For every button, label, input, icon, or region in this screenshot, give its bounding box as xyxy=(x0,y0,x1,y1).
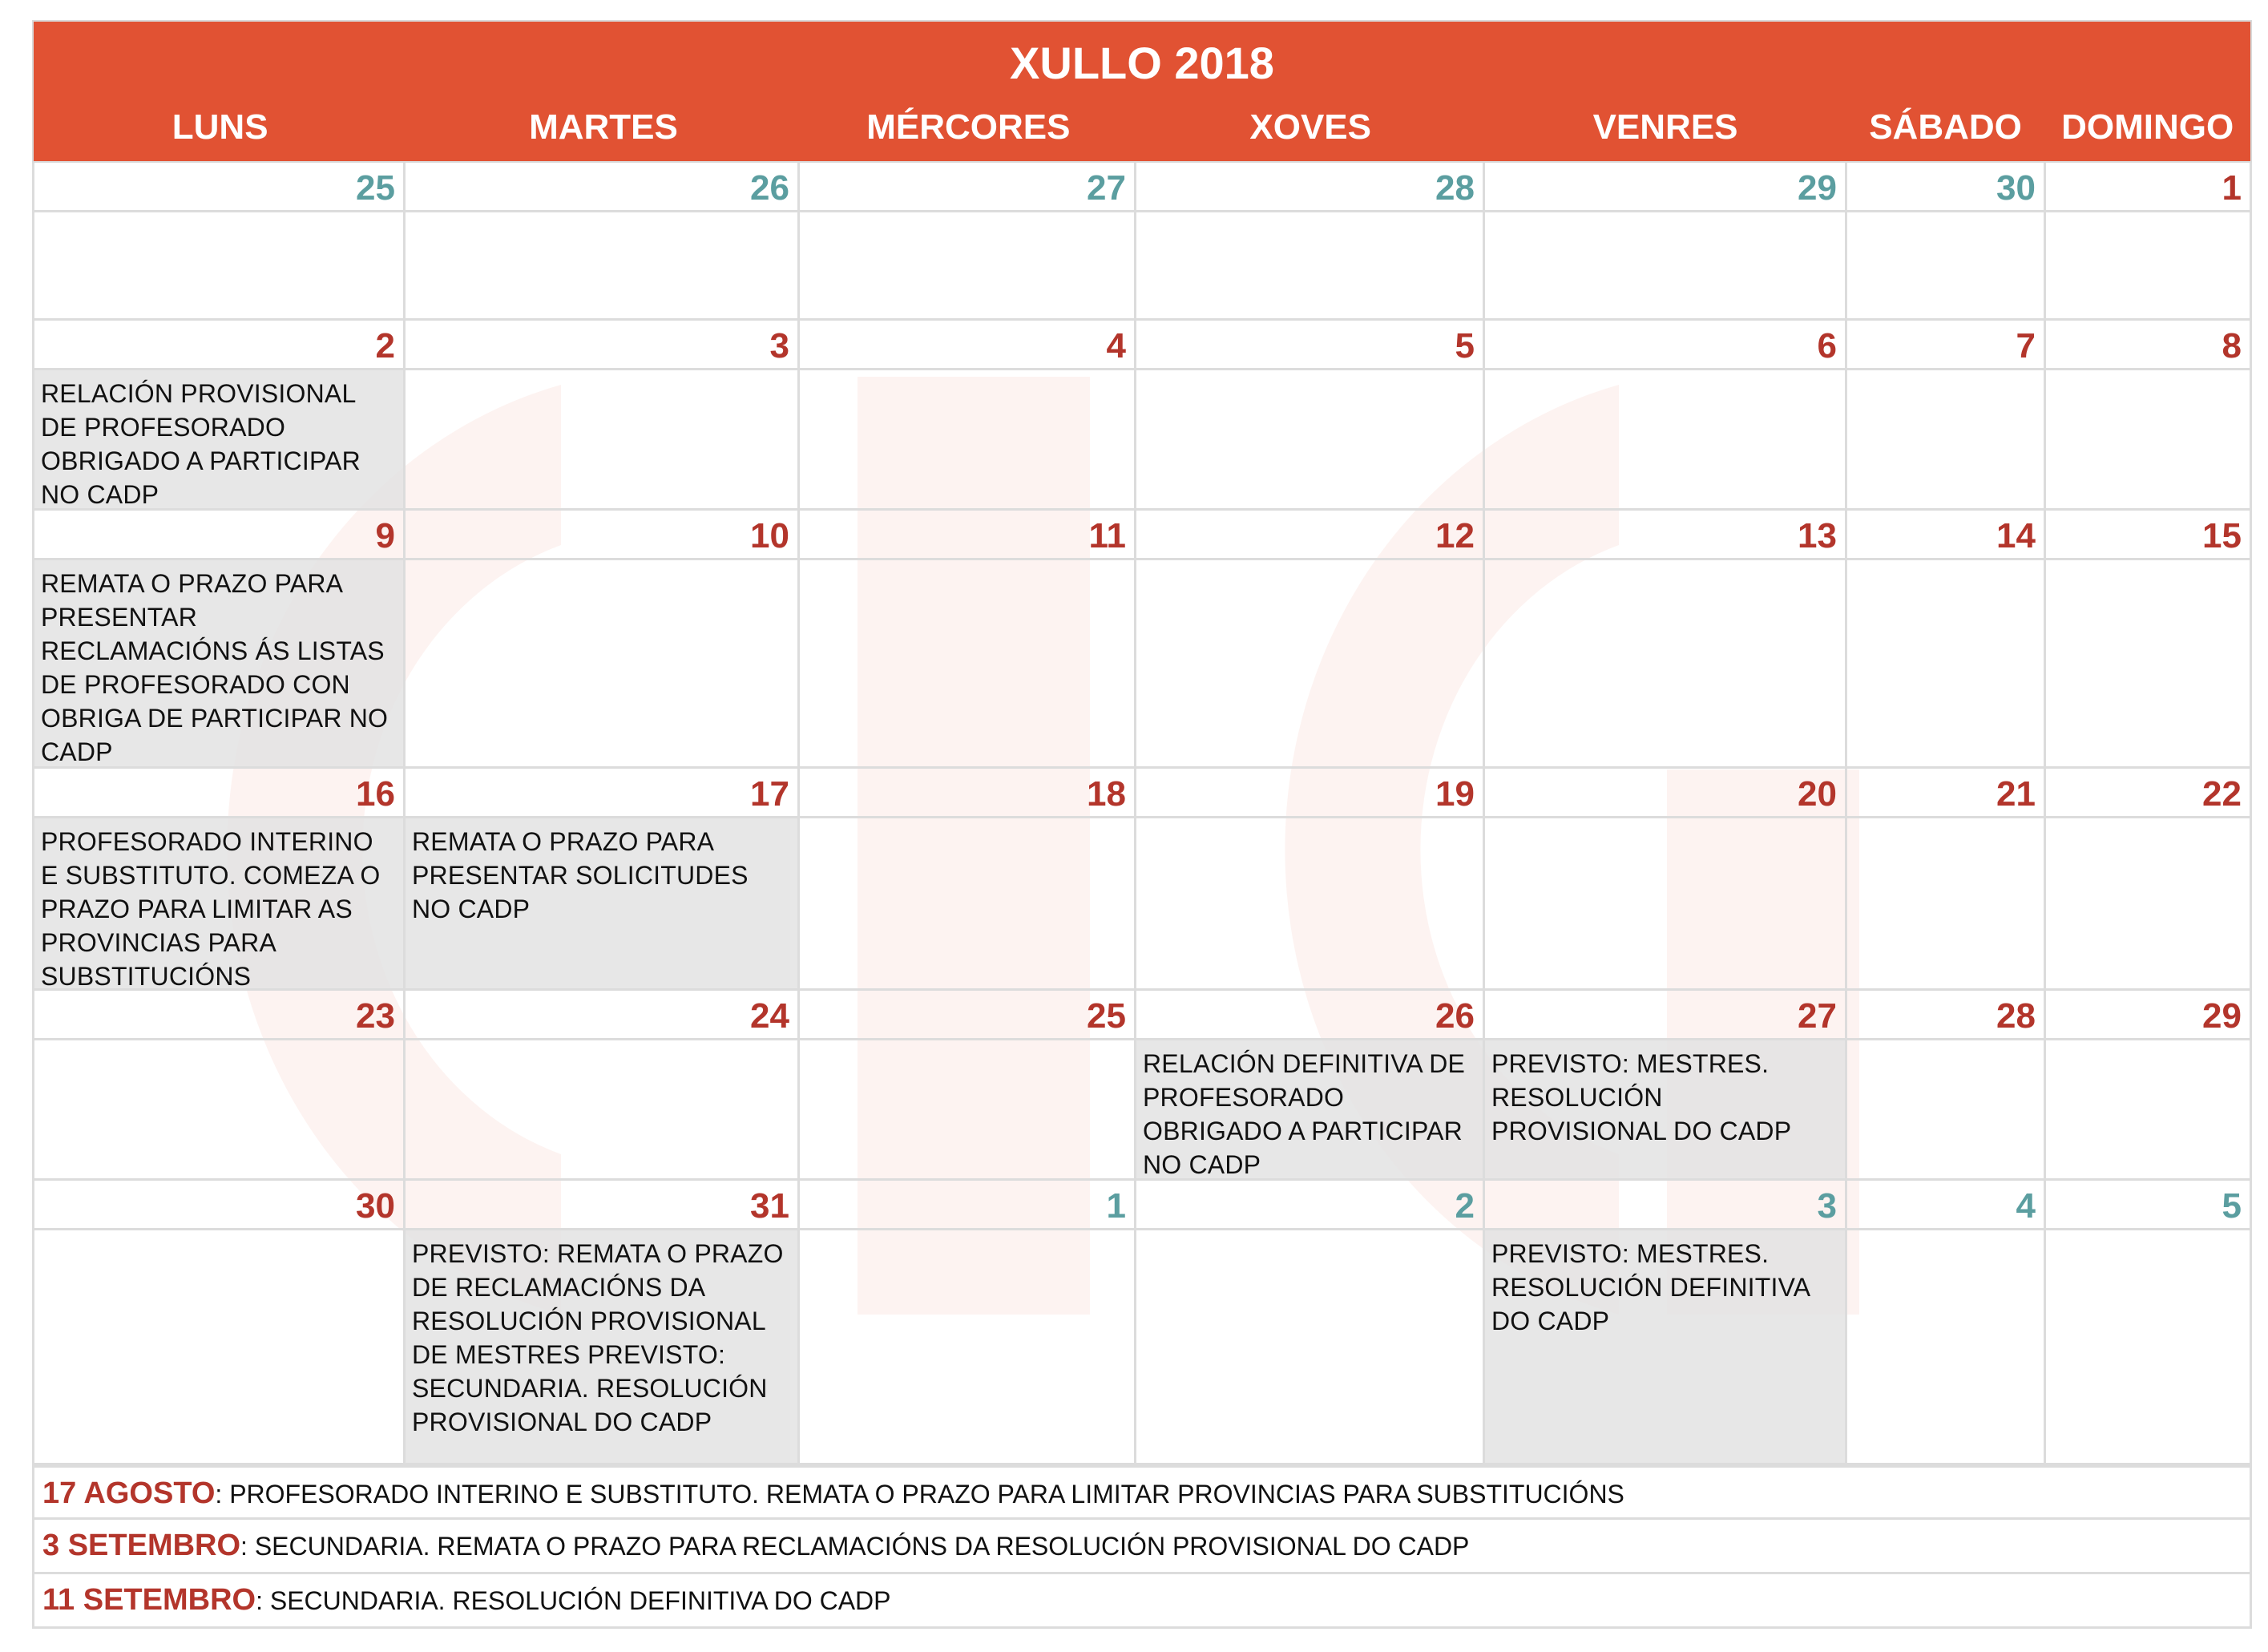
day-number[interactable]: 27 xyxy=(800,163,1136,212)
empty-day-cell[interactable] xyxy=(406,212,800,321)
empty-day-cell[interactable] xyxy=(2046,370,2252,511)
weekday-venres: VENRES xyxy=(1592,107,1738,147)
empty-day-cell[interactable] xyxy=(800,1040,1136,1181)
day-number[interactable]: 26 xyxy=(406,163,800,212)
day-number[interactable]: 9 xyxy=(32,511,406,560)
event-cell[interactable]: REMATA O PRAZO PARA PRESENTAR RECLAMACIÓNS ÁS LISTAS DE PROFESORADO CON OBRIGA DE PARTICIPAR NO CADP xyxy=(32,560,406,769)
event-cell[interactable]: PREVISTO: MESTRES. RESOLUCIÓN DEFINITIVA DO CADP xyxy=(1485,1230,1847,1465)
empty-day-cell[interactable] xyxy=(406,1040,800,1181)
empty-day-cell[interactable] xyxy=(32,1230,406,1465)
empty-day-cell[interactable] xyxy=(32,1040,406,1181)
empty-day-cell[interactable] xyxy=(406,560,800,769)
day-number[interactable]: 29 xyxy=(1485,163,1847,212)
day-number[interactable]: 4 xyxy=(1847,1181,2046,1230)
empty-day-cell[interactable] xyxy=(2046,1230,2252,1465)
day-number[interactable]: 26 xyxy=(1136,991,1485,1040)
calendar-header xyxy=(32,20,2252,163)
weekday-martes: MARTES xyxy=(529,107,678,147)
empty-day-cell[interactable] xyxy=(800,370,1136,511)
weekday-luns: LUNS xyxy=(172,107,268,147)
footnote-row xyxy=(32,1520,2252,1574)
empty-day-cell[interactable] xyxy=(800,1230,1136,1465)
event-cell[interactable]: REMATA O PRAZO PARA PRESENTAR SOLICITUDES NO CADP xyxy=(406,818,800,991)
week-3-events xyxy=(32,560,2252,769)
day-number[interactable]: 22 xyxy=(2046,769,2252,818)
weekday-row xyxy=(34,95,2250,163)
day-number[interactable]: 3 xyxy=(406,321,800,370)
empty-day-cell[interactable] xyxy=(1485,370,1847,511)
day-number[interactable]: 13 xyxy=(1485,511,1847,560)
footnote-date: 17 AGOSTO xyxy=(42,1476,216,1510)
week-2-dates xyxy=(32,321,2252,370)
day-number[interactable]: 14 xyxy=(1847,511,2046,560)
weekday-xoves: XOVES xyxy=(1249,107,1372,147)
calendar xyxy=(32,20,2252,1629)
event-cell[interactable]: RELACIÓN PROVISIONAL DE PROFESORADO OBRIGADO A PARTICIPAR NO CADP xyxy=(32,370,406,511)
day-number[interactable]: 8 xyxy=(2046,321,2252,370)
footnote-row xyxy=(32,1465,2252,1520)
calendar-grid xyxy=(32,163,2252,1465)
day-number[interactable]: 24 xyxy=(406,991,800,1040)
day-number[interactable]: 16 xyxy=(32,769,406,818)
day-number[interactable]: 21 xyxy=(1847,769,2046,818)
event-cell[interactable]: PREVISTO: REMATA O PRAZO DE RECLAMACIÓNS DA RESOLUCIÓN PROVISIONAL DE MESTRES PREVISTO: SECUNDARIA. RESOLUCIÓN PROVISIONAL DO CADP xyxy=(406,1230,800,1465)
event-cell[interactable]: PROFESORADO INTERINO E SUBSTITUTO. COMEZA O PRAZO PARA LIMITAR AS PROVINCIAS PARA SUBSTITUCIÓNS xyxy=(32,818,406,991)
empty-day-cell[interactable] xyxy=(800,818,1136,991)
day-number[interactable]: 2 xyxy=(32,321,406,370)
day-number[interactable]: 7 xyxy=(1847,321,2046,370)
empty-day-cell[interactable] xyxy=(1485,818,1847,991)
empty-day-cell[interactable] xyxy=(1485,212,1847,321)
day-number[interactable]: 5 xyxy=(2046,1181,2252,1230)
empty-day-cell[interactable] xyxy=(1485,560,1847,769)
day-number[interactable]: 10 xyxy=(406,511,800,560)
empty-day-cell[interactable] xyxy=(1847,1040,2046,1181)
week-1-events xyxy=(32,212,2252,321)
week-4-dates xyxy=(32,769,2252,818)
day-number[interactable]: 27 xyxy=(1485,991,1847,1040)
empty-day-cell[interactable] xyxy=(1136,560,1485,769)
day-number[interactable]: 30 xyxy=(1847,163,2046,212)
day-number[interactable]: 3 xyxy=(1485,1181,1847,1230)
day-number[interactable]: 12 xyxy=(1136,511,1485,560)
day-number[interactable]: 30 xyxy=(32,1181,406,1230)
empty-day-cell[interactable] xyxy=(2046,1040,2252,1181)
week-4-events xyxy=(32,818,2252,991)
week-3-dates xyxy=(32,511,2252,560)
footnote-date: 11 SETEMBRO xyxy=(42,1583,256,1617)
day-number[interactable]: 18 xyxy=(800,769,1136,818)
day-number[interactable]: 29 xyxy=(2046,991,2252,1040)
empty-day-cell[interactable] xyxy=(32,212,406,321)
empty-day-cell[interactable] xyxy=(1847,370,2046,511)
empty-day-cell[interactable] xyxy=(1847,212,2046,321)
weekday-domingo: DOMINGO xyxy=(2061,107,2234,147)
footnote-text: : SECUNDARIA. RESOLUCIÓN DEFINITIVA DO CADP xyxy=(256,1586,891,1615)
week-5-events xyxy=(32,1040,2252,1181)
empty-day-cell[interactable] xyxy=(1136,370,1485,511)
footnote-text: : PROFESORADO INTERINO E SUBSTITUTO. REMATA O PRAZO PARA LIMITAR PROVINCIAS PARA SUBSTITUCIÓNS xyxy=(215,1480,1624,1509)
empty-day-cell[interactable] xyxy=(1136,1230,1485,1465)
weekday-sábado: SÁBADO xyxy=(1869,107,2022,147)
week-1-dates xyxy=(32,163,2252,212)
weekday-mércores: MÉRCORES xyxy=(866,107,1071,147)
footnote-row xyxy=(32,1574,2252,1629)
week-5-dates xyxy=(32,991,2252,1040)
week-2-events xyxy=(32,370,2252,511)
day-number[interactable]: 2 xyxy=(1136,1181,1485,1230)
empty-day-cell[interactable] xyxy=(406,370,800,511)
event-cell[interactable]: PREVISTO: MESTRES. RESOLUCIÓN PROVISIONAL DO CADP xyxy=(1485,1040,1847,1181)
day-number[interactable]: 15 xyxy=(2046,511,2252,560)
day-number[interactable]: 1 xyxy=(800,1181,1136,1230)
event-cell[interactable]: RELACIÓN DEFINITIVA DE PROFESORADO OBRIGADO A PARTICIPAR NO CADP xyxy=(1136,1040,1485,1181)
empty-day-cell[interactable] xyxy=(2046,818,2252,991)
week-6-events xyxy=(32,1230,2252,1465)
day-number[interactable]: 28 xyxy=(1136,163,1485,212)
empty-day-cell[interactable] xyxy=(1847,818,2046,991)
empty-day-cell[interactable] xyxy=(1847,560,2046,769)
day-number[interactable]: 11 xyxy=(800,511,1136,560)
day-number[interactable]: 4 xyxy=(800,321,1136,370)
month-title: XULLO 2018 xyxy=(1010,38,1274,88)
week-6-dates xyxy=(32,1181,2252,1230)
empty-day-cell[interactable] xyxy=(800,212,1136,321)
day-number[interactable]: 6 xyxy=(1485,321,1847,370)
empty-day-cell[interactable] xyxy=(1136,212,1485,321)
footnotes xyxy=(32,1465,2252,1629)
empty-day-cell[interactable] xyxy=(800,560,1136,769)
footnote-text: : SECUNDARIA. REMATA O PRAZO PARA RECLAMACIÓNS DA RESOLUCIÓN PROVISIONAL DO CADP xyxy=(240,1532,1470,1561)
empty-day-cell[interactable] xyxy=(2046,560,2252,769)
day-number[interactable]: 25 xyxy=(800,991,1136,1040)
day-number[interactable]: 28 xyxy=(1847,991,2046,1040)
day-number[interactable]: 20 xyxy=(1485,769,1847,818)
day-number[interactable]: 31 xyxy=(406,1181,800,1230)
day-number[interactable]: 19 xyxy=(1136,769,1485,818)
empty-day-cell[interactable] xyxy=(2046,212,2252,321)
day-number[interactable]: 23 xyxy=(32,991,406,1040)
day-number[interactable]: 1 xyxy=(2046,163,2252,212)
empty-day-cell[interactable] xyxy=(1136,818,1485,991)
day-number[interactable]: 17 xyxy=(406,769,800,818)
footnote-date: 3 SETEMBRO xyxy=(42,1529,241,1562)
empty-day-cell[interactable] xyxy=(1847,1230,2046,1465)
day-number[interactable]: 5 xyxy=(1136,321,1485,370)
day-number[interactable]: 25 xyxy=(32,163,406,212)
